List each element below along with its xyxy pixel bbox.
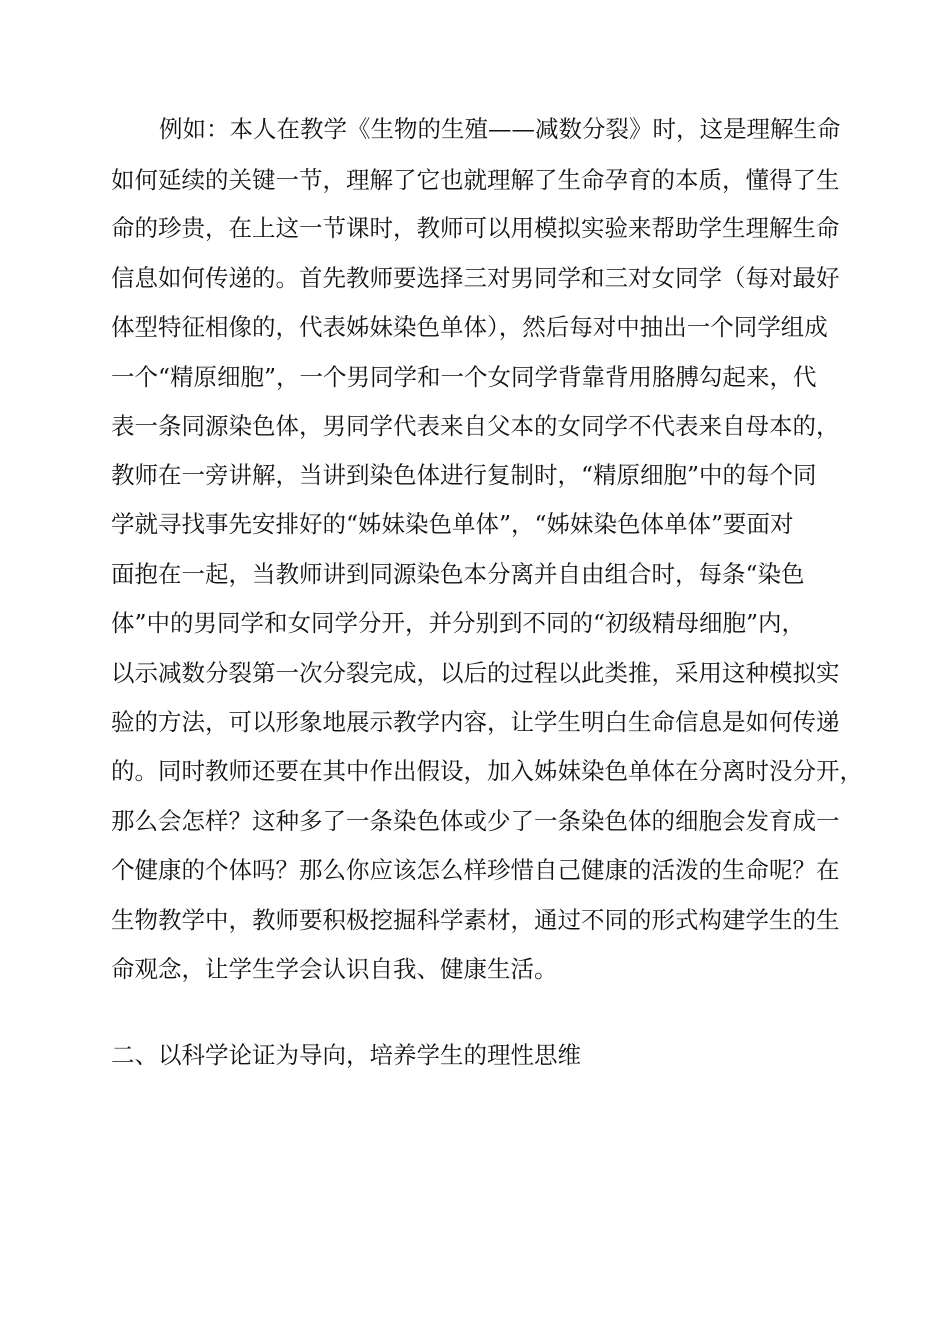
paragraph-line-6: 一个“精原细胞”，一个男同学和一个女同学背靠背用胳膊勾起来，代 <box>111 363 817 391</box>
paragraph-line-18: 命观念，让学生学会认识自我、健康生活。 <box>111 955 558 983</box>
paragraph-line-4: 信息如何传递的。首先教师要选择三对男同学和三对女同学（每对最好 <box>111 264 840 292</box>
paragraph-line-14: 的。同时教师还要在其中作出假设，加入姊妹染色单体在分离时没分开， <box>111 757 863 785</box>
paragraph-line-17: 生物教学中，教师要积极挖掘科学素材，通过不同的形式构建学生的生 <box>111 906 840 934</box>
paragraph-line-12: 以示减数分裂第一次分裂完成，以后的过程以此类推，采用这种模拟实 <box>111 659 840 687</box>
section-heading: 二、以科学论证为导向，培养学生的理性思维 <box>111 1041 581 1069</box>
paragraph-line-16: 个健康的个体吗？那么你应该怎么样珍惜自己健康的活泼的生命呢？在 <box>111 856 840 884</box>
paragraph-line-15: 那么会怎样？这种多了一条染色体或少了一条染色体的细胞会发育成一 <box>111 807 840 835</box>
paragraph-line-10: 面抱在一起，当教师讲到同源染色本分离并自由组合时，每条“染色 <box>111 560 805 588</box>
paragraph-line-5: 体型特征相像的，代表姊妹染色单体），然后每对中抽出一个同学组成 <box>111 313 828 341</box>
paragraph-line-11: 体”中的男同学和女同学分开，并分别到不同的“初级精母细胞”内， <box>111 609 806 637</box>
paragraph-line-2: 如何延续的关键一节，理解了它也就理解了生命孕育的本质，懂得了生 <box>111 166 840 194</box>
paragraph-line-8: 教师在一旁讲解，当讲到染色体进行复制时，“精原细胞”中的每个同 <box>111 461 817 489</box>
paragraph-line-7: 表一条同源染色体，男同学代表来自父本的女同学不代表来自母本的， <box>111 412 840 440</box>
paragraph-line-3: 命的珍贵，在上这一节课时，教师可以用模拟实验来帮助学生理解生命 <box>111 214 840 242</box>
paragraph-line-1: 例如：本人在教学《生物的生殖——减数分裂》时，这是理解生命 <box>159 115 841 143</box>
paragraph-line-13: 验的方法，可以形象地展示教学内容，让学生明白生命信息是如何传递 <box>111 708 840 736</box>
paragraph-line-9: 学就寻找事先安排好的“姊妹染色单体”，“姊妹染色体单体”要面对 <box>111 510 794 538</box>
